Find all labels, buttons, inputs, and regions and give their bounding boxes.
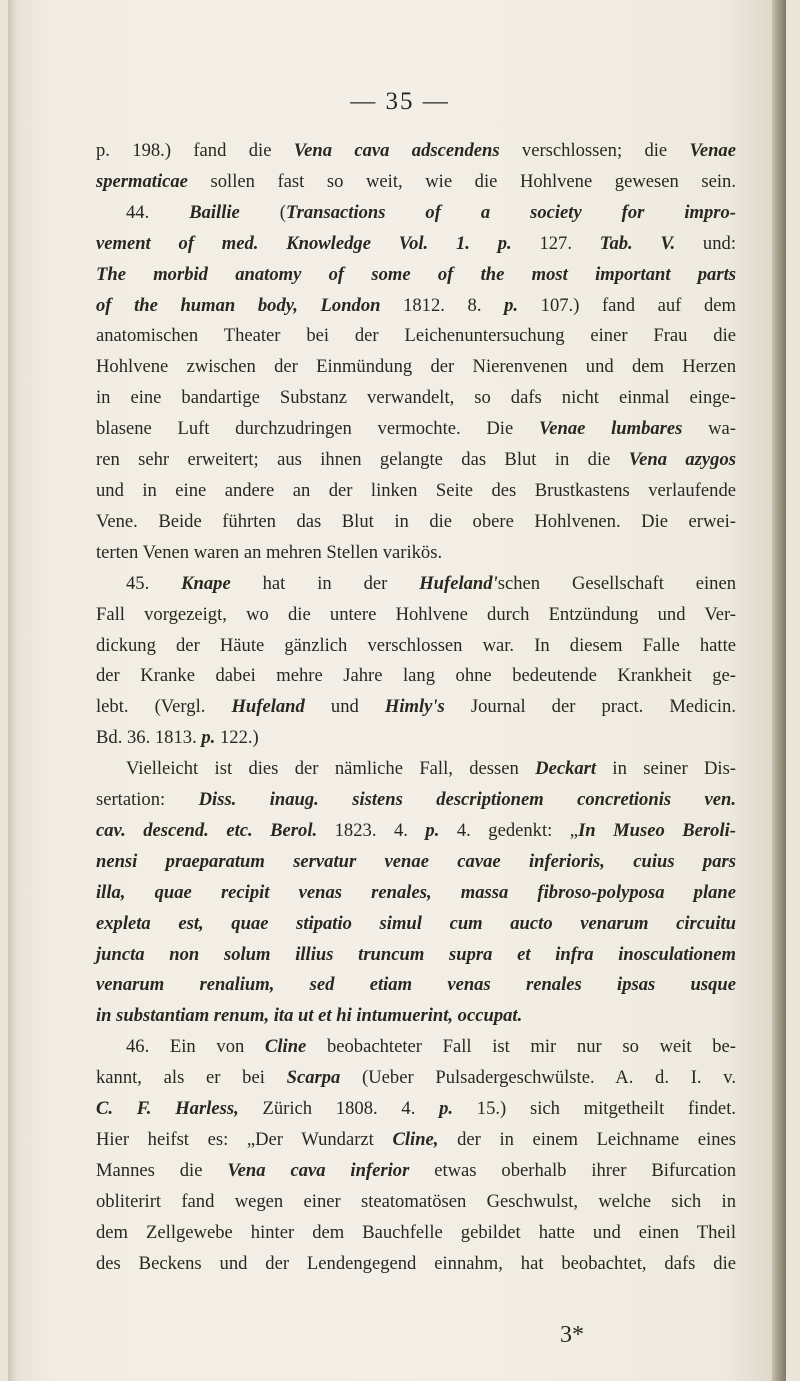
page-number-header: — 35 — bbox=[350, 88, 450, 115]
text-line bbox=[96, 1063, 736, 1094]
text-line bbox=[96, 970, 736, 1001]
text-run: 46. Ein von bbox=[126, 1036, 265, 1058]
text-line bbox=[96, 631, 736, 662]
text-line bbox=[96, 136, 736, 167]
page-edge bbox=[772, 0, 786, 1381]
text-run: Vielleicht ist dies der nämliche Fall, dessen bbox=[126, 758, 536, 780]
text-line bbox=[96, 1156, 736, 1187]
text-line bbox=[96, 600, 736, 631]
text-line bbox=[96, 1094, 736, 1125]
text-run: dickung der Häute gänzlich verschlossen war. In diesem Falle hatte bbox=[96, 634, 736, 656]
text-run: beobachteter Fall ist mir nur so weit be- bbox=[306, 1036, 736, 1058]
text-run: anatomischen Theater bei der Leichenuntersuchung einer Frau die bbox=[96, 325, 736, 347]
text-run: schen Gesellschaft einen bbox=[497, 572, 737, 594]
text-run: der Kranke dabei mehre Jahre lang ohne bedeutende Krankheit ge- bbox=[96, 665, 736, 687]
text-run: p. 198.) fand die bbox=[96, 140, 294, 161]
italic-text: venarum renalium, sed etiam venas renales ipsas usque bbox=[96, 974, 736, 996]
text-run: sertation: bbox=[96, 789, 199, 811]
text-run: hat in der bbox=[230, 572, 420, 594]
italic-text: vement of med. Knowledge Vol. 1. p. bbox=[96, 232, 512, 254]
italic-text: Himly's bbox=[384, 696, 445, 718]
italic-text: Tab. V. bbox=[599, 232, 676, 254]
text-line bbox=[96, 352, 736, 383]
text-line bbox=[96, 167, 736, 198]
text-line bbox=[96, 476, 736, 507]
text-run: wa- bbox=[682, 418, 736, 440]
text-line bbox=[96, 816, 736, 847]
text-run: Bd. 36. 1813. bbox=[96, 727, 202, 749]
text-run: verschlossen; die bbox=[499, 140, 690, 161]
italic-text: p. bbox=[439, 1098, 454, 1120]
italic-text: in substantiam renum, ita ut et hi intumuerint, occupat. bbox=[96, 1005, 523, 1027]
text-line bbox=[96, 260, 736, 291]
text-run: 44. bbox=[126, 201, 190, 223]
page-text-body bbox=[96, 136, 736, 1280]
text-line bbox=[96, 723, 736, 754]
text-line bbox=[96, 1249, 736, 1280]
text-run: sollen fast so weit, wie die Hohlvene gewesen sein. bbox=[187, 170, 736, 192]
text-run: Hohlvene zwischen der Einmündung der Nierenvenen und dem Herzen bbox=[96, 356, 736, 378]
text-run: des Beckens und der Lendengegend einnahm, hat beobachtet, dafs die bbox=[96, 1252, 736, 1274]
text-line bbox=[96, 878, 736, 909]
text-run: blasene Luft durchzudringen vermochte. Die bbox=[96, 418, 539, 440]
italic-text: Knape bbox=[181, 572, 231, 594]
text-run: der in einem Leichname eines bbox=[438, 1129, 736, 1150]
text-line bbox=[96, 1187, 736, 1218]
text-line bbox=[96, 940, 736, 971]
text-run: 127. bbox=[511, 232, 600, 254]
italic-text: p. bbox=[201, 727, 216, 749]
text-run: ren sehr erweitert; aus ihnen gelangte das Blut in die bbox=[96, 449, 629, 471]
text-line bbox=[96, 1125, 736, 1156]
text-line bbox=[96, 198, 736, 229]
italic-text: spermaticae bbox=[96, 170, 188, 192]
text-line bbox=[96, 321, 736, 352]
italic-text: Deckart bbox=[535, 758, 597, 780]
italic-text: Vena cava inferior bbox=[227, 1159, 410, 1181]
text-line bbox=[96, 507, 736, 538]
italic-text: illa, quae recipit venas renales, massa fibroso-polyposa plane bbox=[96, 881, 736, 903]
text-line bbox=[96, 383, 736, 414]
text-line bbox=[96, 1218, 736, 1249]
text-run: und in eine andere an der linken Seite des Brustkastens verlaufende bbox=[96, 479, 736, 501]
italic-text: Transactions of a society for impro- bbox=[285, 201, 736, 223]
italic-text: Hufeland bbox=[231, 696, 305, 718]
text-run: (Ueber Pulsadergeschwülste. A. d. I. v. bbox=[340, 1067, 736, 1089]
italic-text: Scarpa bbox=[286, 1067, 341, 1089]
italic-text: Venae lumbares bbox=[538, 418, 683, 440]
text-line bbox=[96, 445, 736, 476]
text-run: ( bbox=[239, 201, 286, 223]
text-run: 1823. 4. bbox=[317, 819, 426, 841]
text-run: obliterirt fand wegen einer steatomatösen Geschwulst, welche sich in bbox=[96, 1190, 736, 1212]
text-run: Journal der pract. Medicin. bbox=[444, 696, 737, 718]
text-run: Fall vorgezeigt, wo die untere Hohlvene durch Entzündung und Ver- bbox=[96, 603, 736, 625]
italic-text: Vena cava adscendens bbox=[293, 140, 500, 161]
italic-text: In Museo Beroli- bbox=[578, 819, 736, 841]
text-run: Mannes die bbox=[96, 1159, 228, 1181]
text-line bbox=[96, 291, 736, 322]
gutter-shadow bbox=[8, 0, 18, 1381]
text-line bbox=[96, 569, 736, 600]
text-run: 4. gedenkt: „ bbox=[439, 819, 579, 841]
text-line bbox=[96, 692, 736, 723]
text-run: lebt. (Vergl. bbox=[96, 696, 232, 718]
text-line bbox=[96, 1032, 736, 1063]
text-run: 107.) fand auf dem bbox=[518, 294, 736, 316]
text-line bbox=[96, 661, 736, 692]
italic-text: Hufeland' bbox=[419, 572, 498, 594]
text-run: und bbox=[304, 696, 385, 718]
italic-text: Cline bbox=[264, 1036, 307, 1058]
italic-text: Diss. inaug. sistens descriptionem concretionis ven. bbox=[198, 789, 736, 811]
text-line bbox=[96, 754, 736, 785]
text-run: Hier heifst es: „Der Wundarzt bbox=[96, 1129, 393, 1150]
signature-mark: 3* bbox=[560, 1322, 584, 1348]
italic-text: nensi praeparatum servatur venae cavae inferioris, cuius pars bbox=[96, 850, 736, 872]
text-run: 122.) bbox=[215, 727, 259, 749]
italic-text: juncta non solum illius truncum supra et infra inosculationem bbox=[96, 943, 736, 965]
italic-text: Cline, bbox=[392, 1129, 439, 1150]
text-run: Zürich 1808. 4. bbox=[238, 1098, 440, 1120]
text-run: 15.) sich mitgetheilt findet. bbox=[453, 1098, 737, 1120]
italic-text: Vena azygos bbox=[628, 449, 737, 471]
italic-text: of the human body, London bbox=[96, 294, 381, 316]
italic-text: p. bbox=[504, 294, 519, 316]
text-line bbox=[96, 538, 736, 569]
text-run: etwas oberhalb ihrer Bifurcation bbox=[409, 1159, 737, 1181]
text-run: in seiner Dis- bbox=[596, 758, 737, 780]
text-run: 1812. 8. bbox=[380, 294, 505, 316]
text-run: terten Venen waren an mehren Stellen varikös. bbox=[96, 541, 443, 563]
text-run: und: bbox=[675, 232, 736, 254]
text-line bbox=[96, 785, 736, 816]
italic-text: The morbid anatomy of some of the most important parts bbox=[96, 263, 736, 285]
italic-text: Baillie bbox=[189, 201, 240, 223]
italic-text: expleta est, quae stipatio simul cum aucto venarum circuitu bbox=[96, 912, 736, 934]
text-line bbox=[96, 1001, 736, 1032]
italic-text: C. F. Harless, bbox=[96, 1098, 239, 1120]
text-run: dem Zellgewebe hinter dem Bauchfelle gebildet hatte und einen Theil bbox=[96, 1221, 736, 1243]
text-run: Vene. Beide führten das Blut in die obere Hohlvenen. Die erwei- bbox=[96, 510, 736, 532]
text-line bbox=[96, 847, 736, 878]
text-line bbox=[96, 909, 736, 940]
italic-text: p. bbox=[425, 819, 440, 841]
italic-text: cav. descend. etc. Berol. bbox=[96, 819, 318, 841]
italic-text: Venae bbox=[689, 140, 736, 161]
text-line bbox=[96, 414, 736, 445]
text-run: kannt, als er bei bbox=[96, 1067, 287, 1089]
text-run: in eine bandartige Substanz verwandelt, so dafs nicht einmal einge- bbox=[96, 387, 736, 409]
text-run: 45. bbox=[126, 572, 182, 594]
text-line bbox=[96, 229, 736, 260]
